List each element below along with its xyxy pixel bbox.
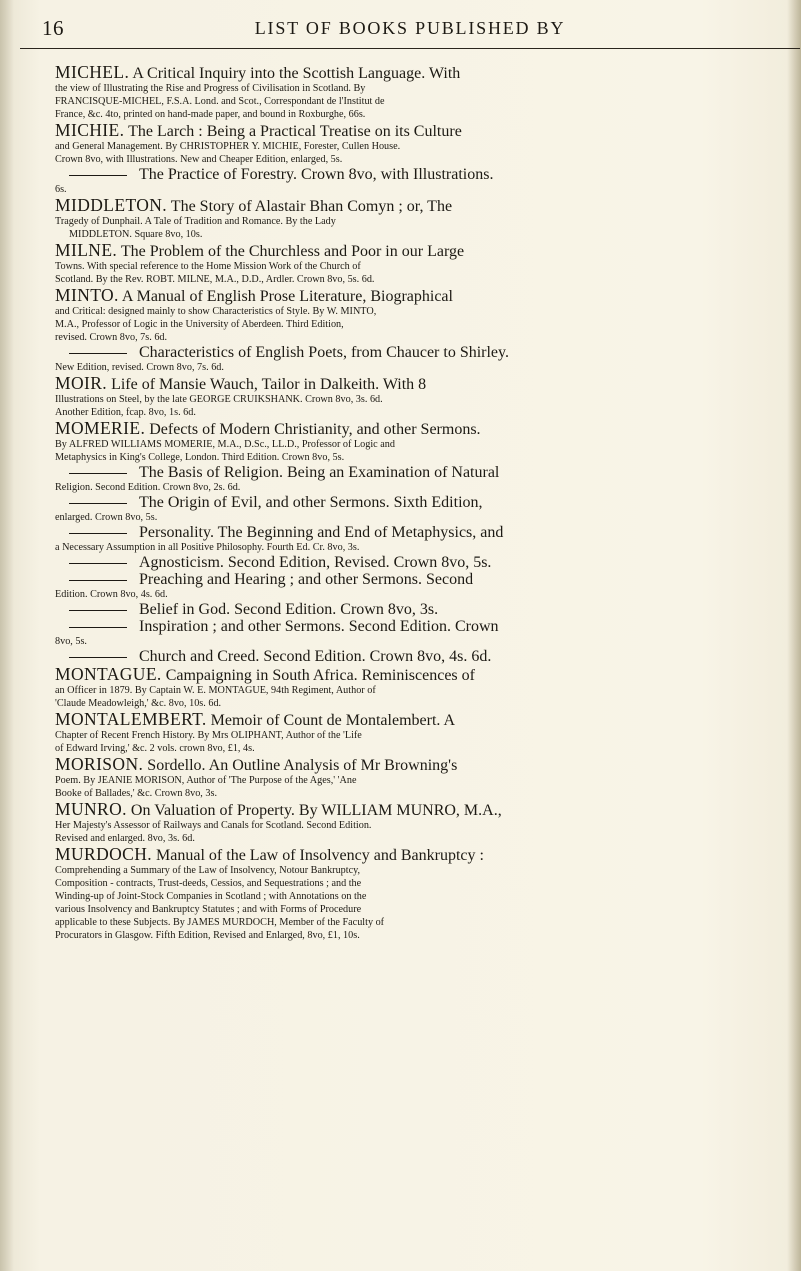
ditto-dash [69,175,127,176]
ditto-dash [69,657,127,658]
entry-heading-line [55,801,775,819]
catalogue-entry [55,375,775,419]
description-line: Poem. By JEANIE MORISON, Author of 'The Purpose of the Ages,' 'Ane [55,775,357,786]
description-line: Comprehending a Summary of the Law of Insolvency, Notour Bankruptcy, [55,865,361,876]
title-text: The Story of Alastair Bhan Comyn ; or, The [167,198,453,215]
spine-shadow [0,0,14,1271]
description-line: revised. Crown 8vo, 7s. 6d. [55,332,168,343]
catalogue-entry [55,242,775,286]
catalogue-entry [55,64,775,121]
description-line: New Edition, revised. Crown 8vo, 7s. 6d. [55,362,224,373]
ditto-dash [69,563,127,564]
description-line: Procurators in Glasgow. Fifth Edition, Revised and Enlarged, 8vo, £1, 10s. [55,930,360,941]
description-line: M.A., Professor of Logic in the University of Aberdeen. Third Edition, [55,319,344,330]
entry-heading-line [55,375,775,393]
entry-heading-line [55,64,775,82]
ditto-dash [69,610,127,611]
title-text: Campaigning in South Africa. Reminiscences of [161,667,475,684]
description-line: applicable to these Subjects. By JAMES MURDOCH, Member of the Faculty of [55,917,385,928]
catalogue-entry [55,122,775,196]
description-line: various Insolvency and Bankruptcy Statutes ; and with Forms of Procedure [55,904,362,915]
author-name: MILNE. [55,242,118,260]
author-name: MORISON. [55,756,144,774]
ditto-dash [69,533,127,534]
title-text: A Manual of English Prose Literature, Biographical [118,288,453,305]
entry-heading-line [55,420,775,438]
title-text: The Practice of Forestry. Crown 8vo, with Illustrations. [139,166,494,183]
entry-heading-line [55,711,775,729]
description-line: Another Edition, fcap. 8vo, 1s. 6d. [55,407,196,418]
description-line: the view of Illustrating the Rise and Progress of Civilisation in Scotland. By [55,83,366,94]
description-line: 8vo, 5s. [55,636,87,647]
description-line: Scotland. By the Rev. ROBT. MILNE, M.A., D.D., Ardler. Crown 8vo, 5s. 6d. [55,274,375,285]
page-number: 16 [42,16,64,40]
sub-title-line [55,494,775,511]
author-name: MICHIE. [55,122,125,140]
page-edge [787,0,801,1271]
author-name: MURDOCH. [55,846,153,864]
description-line: 'Claude Meadowleigh,' &c. 8vo, 10s. 6d. [55,698,222,709]
catalogue-entry [55,801,775,845]
description-line: and General Management. By CHRISTOPHER Y. MICHIE, Forester, Cullen House. [55,141,401,152]
title-text: Agnosticism. Second Edition, Revised. Crown 8vo, 5s. [139,554,492,571]
description-line: By ALFRED WILLIAMS MOMERIE, M.A., D.Sc., LL.D., Professor of Logic and [55,439,395,450]
description-line: a Necessary Assumption in all Positive Philosophy. Fourth Ed. Cr. 8vo, 3s. [55,542,360,553]
description-line: Booke of Ballades,' &c. Crown 8vo, 3s. [55,788,217,799]
ditto-dash [69,580,127,581]
sub-title-line [55,464,775,481]
running-head: LIST OF BOOKS PUBLISHED BY [254,18,566,38]
title-text: Characteristics of English Poets, from Chaucer to Shirley. [139,344,509,361]
author-name: MICHEL. [55,64,130,82]
title-text: Memoir of Count de Montalembert. A [206,712,456,729]
author-name: MUNRO. [55,801,127,819]
title-text: Personality. The Beginning and End of Metaphysics, and [139,524,504,541]
entry-heading-line [55,287,775,305]
catalogue-entry [55,756,775,800]
entry-heading-line [55,756,775,774]
entry-heading-line [55,666,775,684]
entry-heading-line [55,242,775,260]
title-text: The Larch : Being a Practical Treatise on its Culture [124,123,462,140]
title-text: Inspiration ; and other Sermons. Second Edition. Crown [139,618,499,635]
author-name: MONTALEMBERT. [55,711,207,729]
description-line: Chapter of Recent French History. By Mrs OLIPHANT, Author of the 'Life [55,730,362,741]
entry-heading-line [55,122,775,140]
catalogue-entry [55,846,775,942]
catalogue-entry [55,420,775,665]
ditto-dash [69,627,127,628]
title-text: On Valuation of Property. By WILLIAM MUNRO, M.A., [126,802,502,819]
description-line: and Critical: designed mainly to show Characteristics of Style. By W. MINTO, [55,306,377,317]
description-line: 6s. [55,184,67,195]
description-line: France, &c. 4to, printed on hand-made paper, and bound in Roxburghe, 66s. [55,109,366,120]
author-name: MINTO. [55,287,119,305]
description-line: Her Majesty's Assessor of Railways and Canals for Scotland. Second Edition. [55,820,372,831]
catalogue-listing [55,64,775,943]
description-line: Towns. With special reference to the Home Mission Work of the Church of [55,261,361,272]
ditto-dash [69,473,127,474]
description-line: Revised and enlarged. 8vo, 3s. 6d. [55,833,195,844]
page-header [20,14,800,49]
title-text: The Basis of Religion. Being an Examination of Natural [139,464,500,481]
ditto-dash [69,353,127,354]
author-name: MIDDLETON. [55,197,168,215]
description-line: Edition. Crown 8vo, 4s. 6d. [55,589,168,600]
description-line: Metaphysics in King's College, London. Third Edition. Crown 8vo, 5s. [55,452,345,463]
catalogue-entry [55,711,775,755]
sub-title-line [55,554,775,571]
sub-title-line [55,648,775,665]
title-text: Sordello. An Outline Analysis of Mr Browning's [143,757,458,774]
sub-title-line [55,571,775,588]
description-line: of Edward Irving,' &c. 2 vols. crown 8vo, £1, 4s. [55,743,255,754]
title-text: Belief in God. Second Edition. Crown 8vo, 3s. [139,601,439,618]
sub-title-line [55,166,775,183]
title-text: Preaching and Hearing ; and other Sermons. Second [139,571,474,588]
title-text: A Critical Inquiry into the Scottish Language. With [129,65,461,82]
author-name: MOIR. [55,375,108,393]
author-name: MOMERIE. [55,420,146,438]
catalogue-entry [55,666,775,710]
description-line: Tragedy of Dunphail. A Tale of Tradition and Romance. By the Lady [55,216,336,227]
description-line: enlarged. Crown 8vo, 5s. [55,512,158,523]
description-line: Illustrations on Steel, by the late GEORGE CRUIKSHANK. Crown 8vo, 3s. 6d. [55,394,383,405]
description-line: Composition - contracts, Trust-deeds, Cessios, and Sequestrations ; and the [55,878,362,889]
ditto-dash [69,503,127,504]
sub-title-line [55,618,775,635]
sub-title-line [55,524,775,541]
sub-title-line [55,601,775,618]
entry-heading-line [55,846,775,864]
description-line: MIDDLETON. Square 8vo, 10s. [69,229,203,240]
entry-heading-line [55,197,775,215]
description-line: Winding-up of Joint-Stock Companies in Scotland ; with Annotations on the [55,891,367,902]
sub-title-line [55,344,775,361]
title-text: Manual of the Law of Insolvency and Bankruptcy : [152,847,484,864]
description-line: an Officer in 1879. By Captain W. E. MONTAGUE, 94th Regiment, Author of [55,685,376,696]
catalogue-entry [55,197,775,241]
author-name: MONTAGUE. [55,666,162,684]
title-text: Defects of Modern Christianity, and other Sermons. [145,421,481,438]
title-text: The Origin of Evil, and other Sermons. Sixth Edition, [139,494,483,511]
title-text: Church and Creed. Second Edition. Crown 8vo, 4s. 6d. [139,648,492,665]
title-text: The Problem of the Churchless and Poor in our Large [117,243,465,260]
description-line: Religion. Second Edition. Crown 8vo, 2s. 6d. [55,482,241,493]
title-text: Life of Mansie Wauch, Tailor in Dalkeith. With 8 [107,376,427,393]
description-line: Crown 8vo, with Illustrations. New and Cheaper Edition, enlarged, 5s. [55,154,343,165]
catalogue-entry [55,287,775,374]
description-line: FRANCISQUE-MICHEL, F.S.A. Lond. and Scot., Correspondant de l'Institut de [55,96,385,107]
